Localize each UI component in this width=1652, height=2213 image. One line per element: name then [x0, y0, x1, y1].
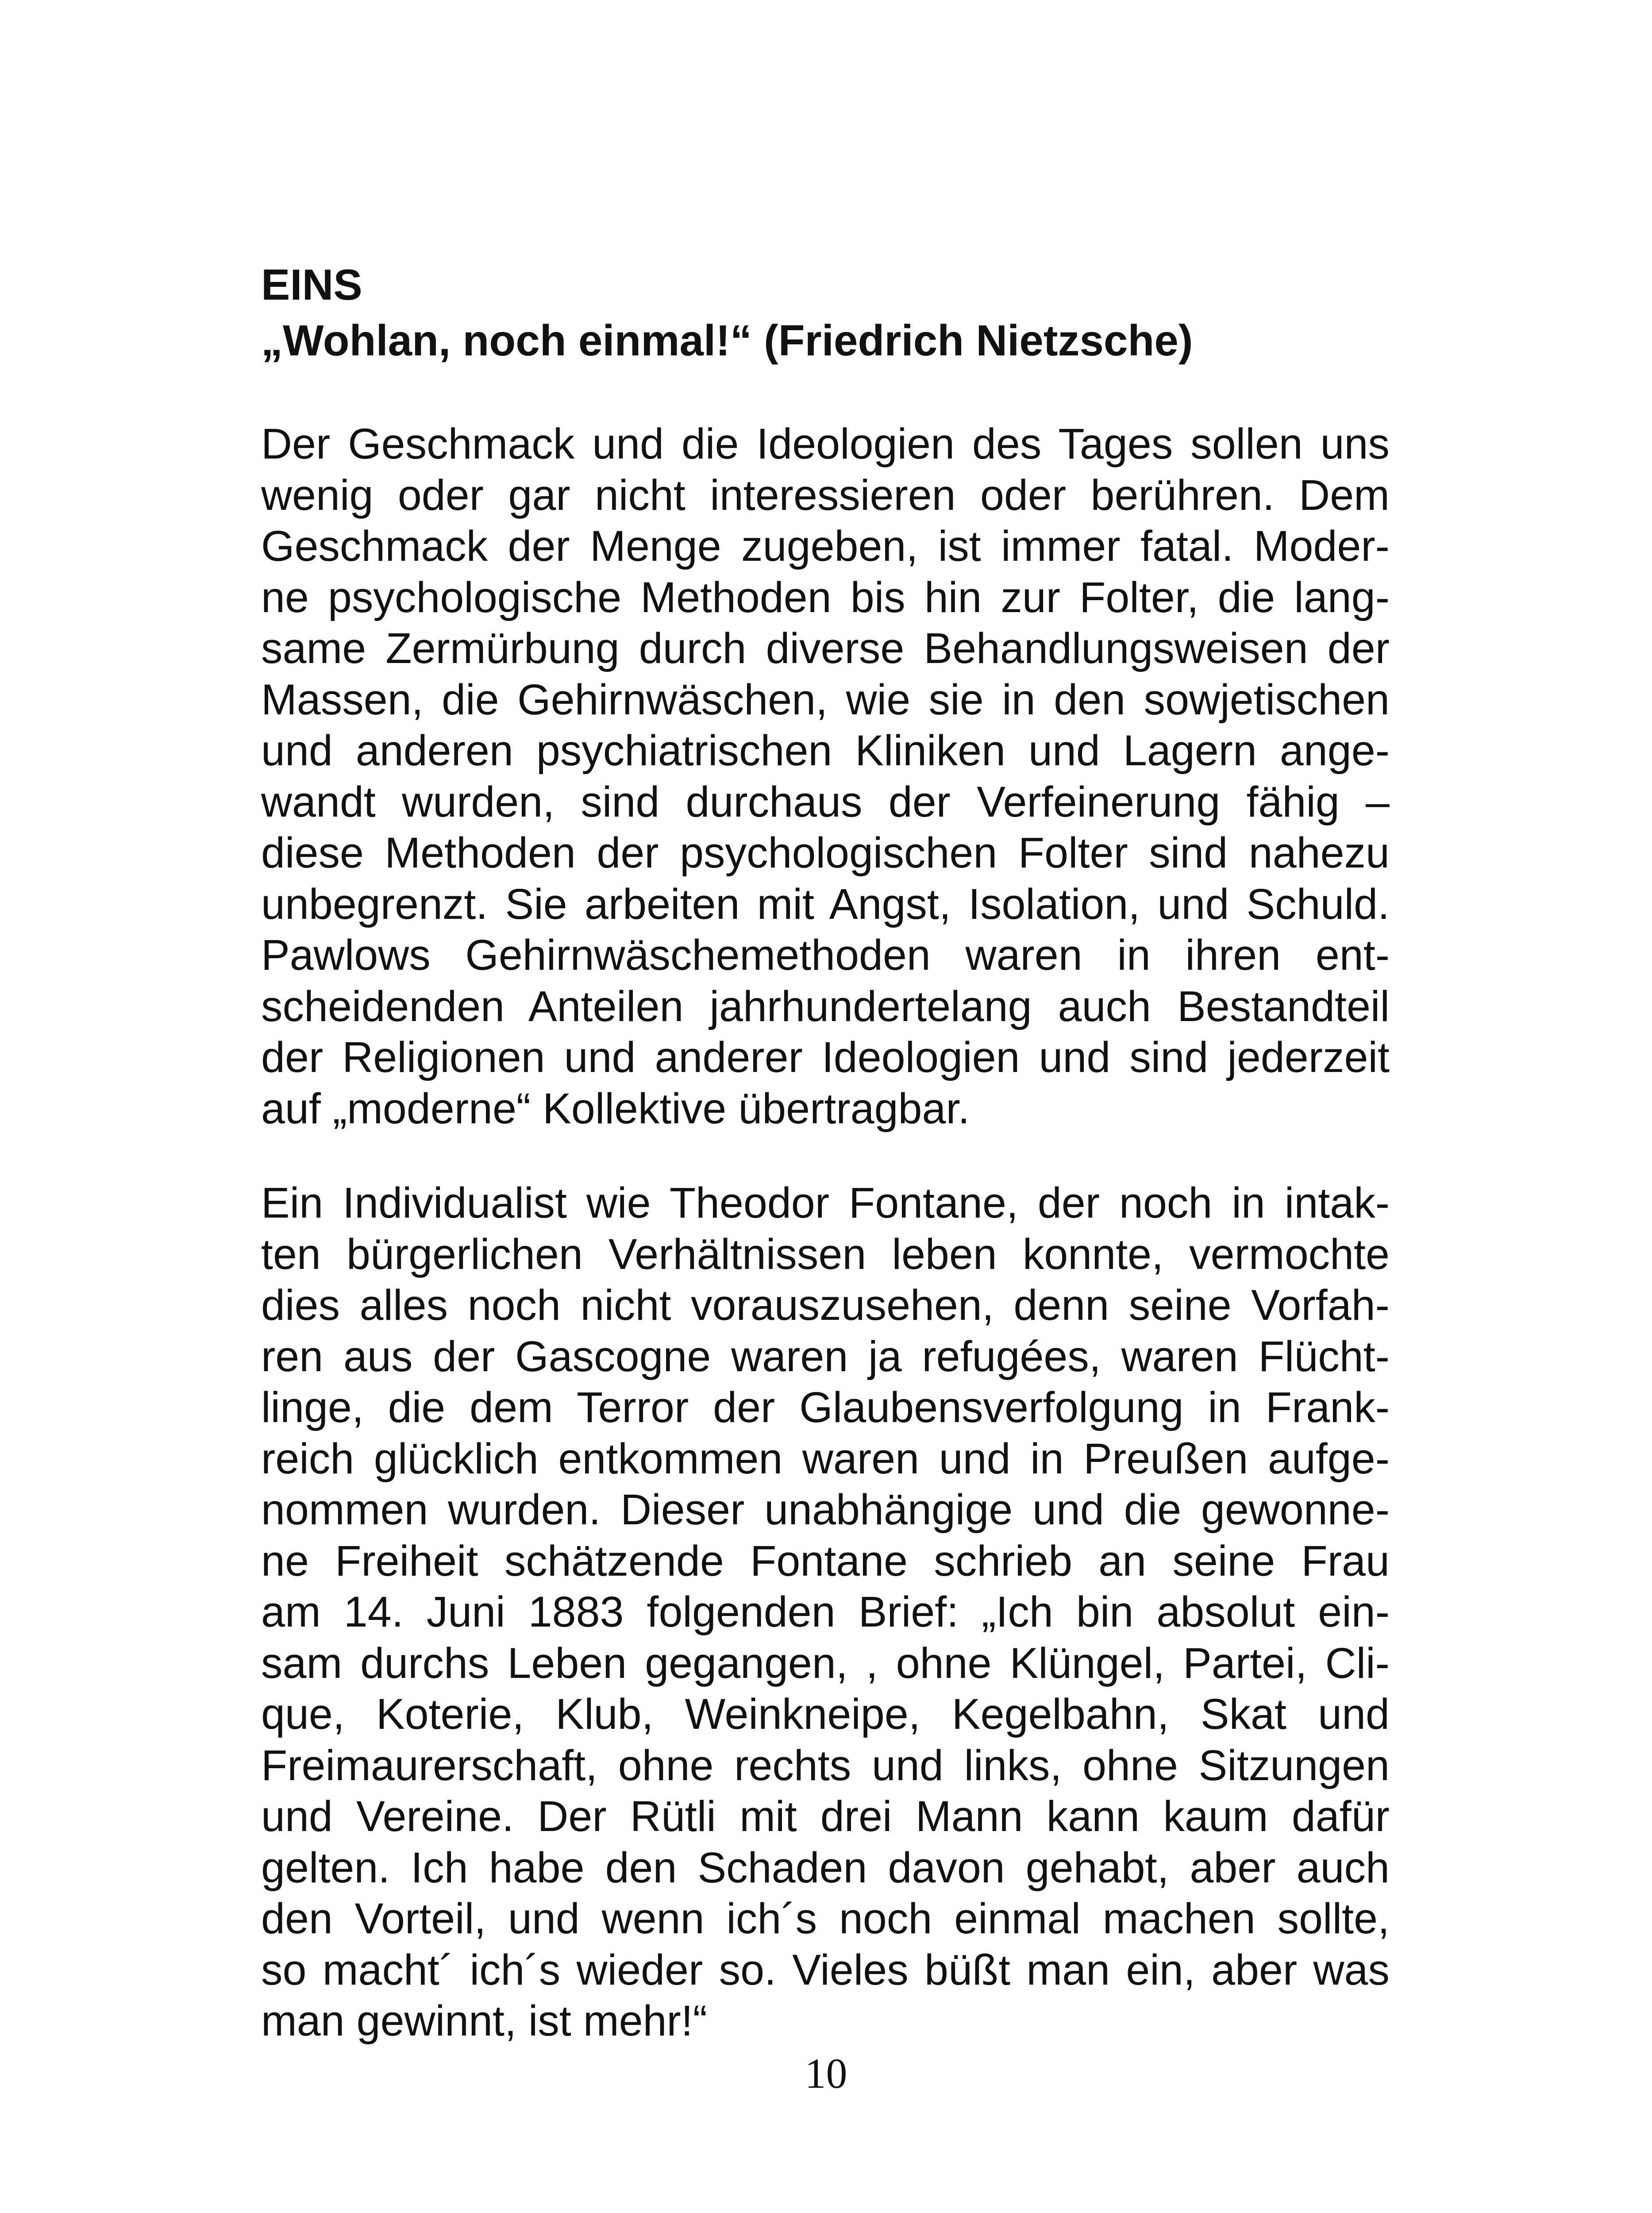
- text-line: Geschmack der Menge zugeben, ist immer fatal. Moder-: [261, 522, 1390, 570]
- text-line: so macht´ ich´s wieder so. Vieles büßt man ein, aber was: [261, 1945, 1390, 1994]
- text-line: ne psychologische Methoden bis hin zur Folter, die lang-: [261, 573, 1390, 621]
- text-line-last: auf „moderne“ Kollektive übertragbar.: [261, 1084, 970, 1133]
- paragraph-1: [261, 418, 1390, 1134]
- chapter-heading: [261, 257, 1390, 368]
- text-line: unbegrenzt. Sie arbeiten mit Angst, Isolation, und Schuld.: [261, 879, 1390, 928]
- text-line: Ein Individualist wie Theodor Fontane, der noch in intak-: [261, 1179, 1390, 1227]
- text-line: diese Methoden der psychologischen Folter sind nahezu: [261, 829, 1390, 877]
- text-line: que, Koterie, Klub, Weinkneipe, Kegelbahn, Skat und: [261, 1690, 1390, 1738]
- text-line: nommen wurden. Dieser unabhängige und die gewonne-: [261, 1485, 1390, 1534]
- text-line: ten bürgerlichen Verhältnissen leben konnte, vermochte: [261, 1230, 1390, 1278]
- text-line: reich glücklich entkommen waren und in Preußen aufge-: [261, 1434, 1390, 1483]
- paragraph-2: [261, 1177, 1390, 2047]
- text-line: am 14. Juni 1883 folgenden Brief: „Ich bin absolut ein-: [261, 1588, 1390, 1636]
- text-line: dies alles noch nicht vorauszusehen, denn seine Vorfah-: [261, 1281, 1390, 1329]
- chapter-title: „Wohlan, noch einmal!“ (Friedrich Nietzsche): [261, 316, 1193, 365]
- text-line: gelten. Ich habe den Schaden davon gehabt, aber auch: [261, 1843, 1390, 1892]
- text-line: und Vereine. Der Rütli mit drei Mann kann kaum dafür: [261, 1792, 1390, 1840]
- text-line-last: man gewinnt, ist mehr!“: [261, 1997, 708, 2045]
- text-line: ne Freiheit schätzende Fontane schrieb an seine Frau: [261, 1536, 1390, 1585]
- text-line: scheidenden Anteilen jahrhundertelang auch Bestandteil: [261, 982, 1390, 1030]
- chapter-label: EINS: [261, 260, 362, 309]
- text-line: Freimaurerschaft, ohne rechts und links, ohne Sitzungen: [261, 1741, 1390, 1789]
- text-line: und anderen psychiatrischen Kliniken und Lagern ange-: [261, 726, 1390, 775]
- text-line: linge, die dem Terror der Glaubensverfolgung in Frank-: [261, 1383, 1390, 1431]
- text-line: same Zermürbung durch diverse Behandlungsweisen der: [261, 624, 1390, 672]
- page-number: 10: [805, 2050, 847, 2097]
- text-line: Pawlows Gehirnwäschemethoden waren in ihren ent-: [261, 931, 1390, 979]
- text-line: der Religionen und anderer Ideologien und sind jederzeit: [261, 1033, 1390, 1081]
- text-line: ren aus der Gascogne waren ja refugées, waren Flücht-: [261, 1332, 1390, 1380]
- text-line: wenig oder gar nicht interessieren oder berühren. Dem: [261, 470, 1390, 519]
- text-line: wandt wurden, sind durchaus der Verfeinerung fähig –: [261, 777, 1390, 826]
- text-line: Massen, die Gehirnwäschen, wie sie in den sowjetischen: [261, 675, 1390, 724]
- text-line: Der Geschmack und die Ideologien des Tages sollen uns: [261, 420, 1390, 468]
- text-line: sam durchs Leben gegangen, , ohne Klüngel, Partei, Cli-: [261, 1639, 1390, 1687]
- text-line: den Vorteil, und wenn ich´s noch einmal machen sollte,: [261, 1894, 1390, 1943]
